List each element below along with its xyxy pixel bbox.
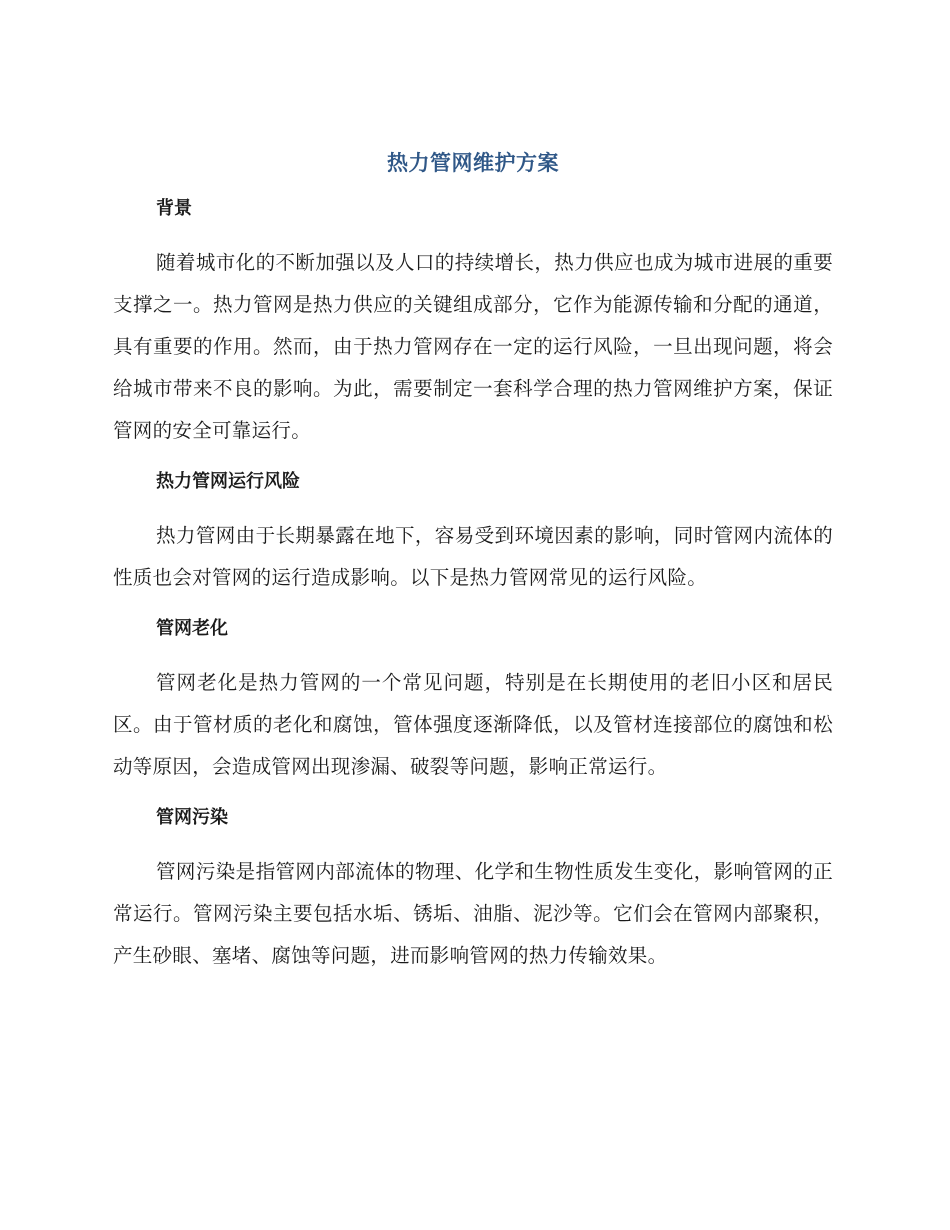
section-heading-background: 背景 xyxy=(156,198,192,219)
section-paragraph-background: 随着城市化的不断加强以及人口的持续增长，热力供应也成为城市进展的重要支撑之一。热力管网是热力供应的关键组成部分，它作为能源传输和分配的通道，具有重要的作用。然而，由于热力管网存在一定的运行风险，一旦出现问题，将会给城市带来不良的影响。为此，需要制定一套科学合理的热力管网维护方案，保证管网的安全可靠运行。 xyxy=(113,251,833,442)
section-heading-pipe-aging: 管网老化 xyxy=(156,618,228,639)
section-paragraph-pipe-aging: 管网老化是热力管网的一个常见问题，特别是在长期使用的老旧小区和居民区。由于管材质的老化和腐蚀，管体强度逐渐降低，以及管材连接部位的腐蚀和松动等原因，会造成管网出现渗漏、破裂等问题，影响正常运行。 xyxy=(113,671,833,778)
document-title: 热力管网维护方案 xyxy=(387,151,559,175)
section-paragraph-pipe-pollution: 管网污染是指管网内部流体的物理、化学和生物性质发生变化，影响管网的正常运行。管网污染主要包括水垢、锈垢、油脂、泥沙等。它们会在管网内部聚积，产生砂眼、塞堵、腐蚀等问题，进而影响管网的热力传输效果。 xyxy=(113,860,833,967)
section-heading-operation-risks: 热力管网运行风险 xyxy=(156,471,300,492)
document-body xyxy=(113,143,833,992)
section-paragraph-operation-risks: 热力管网由于长期暴露在地下，容易受到环境因素的影响，同时管网内流体的性质也会对管网的运行造成影响。以下是热力管网常见的运行风险。 xyxy=(113,524,833,589)
section-heading-pipe-pollution: 管网污染 xyxy=(156,807,228,828)
